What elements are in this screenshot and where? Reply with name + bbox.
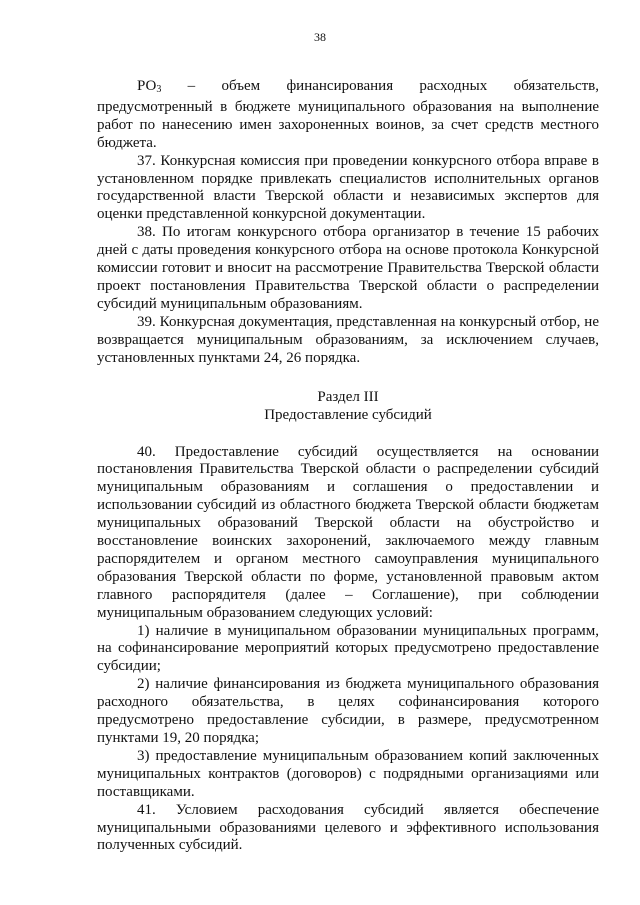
section-title: Предоставление субсидий [264, 406, 432, 423]
page-number: 38 [314, 30, 326, 44]
paragraph-39: 39. Конкурсная документация, представленная на конкурсный отбор, не возвращается муниципальным образованиям, за исключением случаев, установленных пунктами 24, 26 порядка. [97, 313, 599, 366]
paragraph-41: 41. Условием расходования субсидий является обеспечение муниципальными образованиями целевого и эффективного использования полученных субсидий. [97, 801, 599, 854]
page-content [97, 78, 599, 855]
paragraph-40-item-2: 2) наличие финансирования из бюджета муниципального образования расходного обязательства, в целях софинансирования которого предусмотрено предоставление субсидии, в размере, предусмотренном пунктами 19, 20 порядка; [97, 676, 599, 746]
paragraph-40: 40. Предоставление субсидий осуществляется на основании постановления Правительства Тверской области о распределении субсидий муниципальным образованиям и соглашения о предоставлении и использовании субсидий из областного бюджета Тверской области бюджетам муниципальных образований Тверской области на обустройство и восстановление воинских захоронений, заключаемого между главным распорядителем и органом местного самоуправления муниципального образования Тверской области по форме, установленной правовым актом главного распорядителя (далее – Соглашение), при соблюдении муниципальным образованием следующих условий: [97, 443, 599, 621]
paragraph-37: 37. Конкурсная комиссия при проведении конкурсного отбора вправе в установленном порядке привлекать специалистов исполнительных органов государственной власти Тверской области и независимых экспертов для оценки представленной конкурсной документации. [97, 152, 599, 223]
paragraph-40-item-1: 1) наличие в муниципальном образовании муниципальных программ, на софинансирование мероприятий которых предусмотрено предоставление субсидии; [97, 622, 599, 675]
paragraph-text: – объем финансирования расходных обязательств, предусмотренный в бюджете муниципального образования на выполнение работ по нанесению имен захороненных воинов, за счет средств местного бюджета. [97, 78, 599, 151]
paragraph-ro3 [97, 78, 599, 153]
paragraph-38: 38. По итогам конкурсного отбора организатор в течение 15 рабочих дней с даты проведения конкурсного отбора на основе протокола Конкурсной комиссии готовит и вносит на рассмотрение Правительства Тверской области проект постановления Правительства Тверской области о распределении субсидий муниципальным образованиям. [97, 224, 599, 312]
formula-subscript: 3 [156, 84, 162, 95]
paragraph-40-item-3: 3) предоставление муниципальным образованием копий заключенных муниципальных контрактов (договоров) с подрядными организациями или поставщиками. [97, 747, 599, 800]
section-number: Раздел III [317, 388, 379, 405]
formula-symbol: РО [137, 78, 157, 94]
section-heading [97, 388, 599, 424]
